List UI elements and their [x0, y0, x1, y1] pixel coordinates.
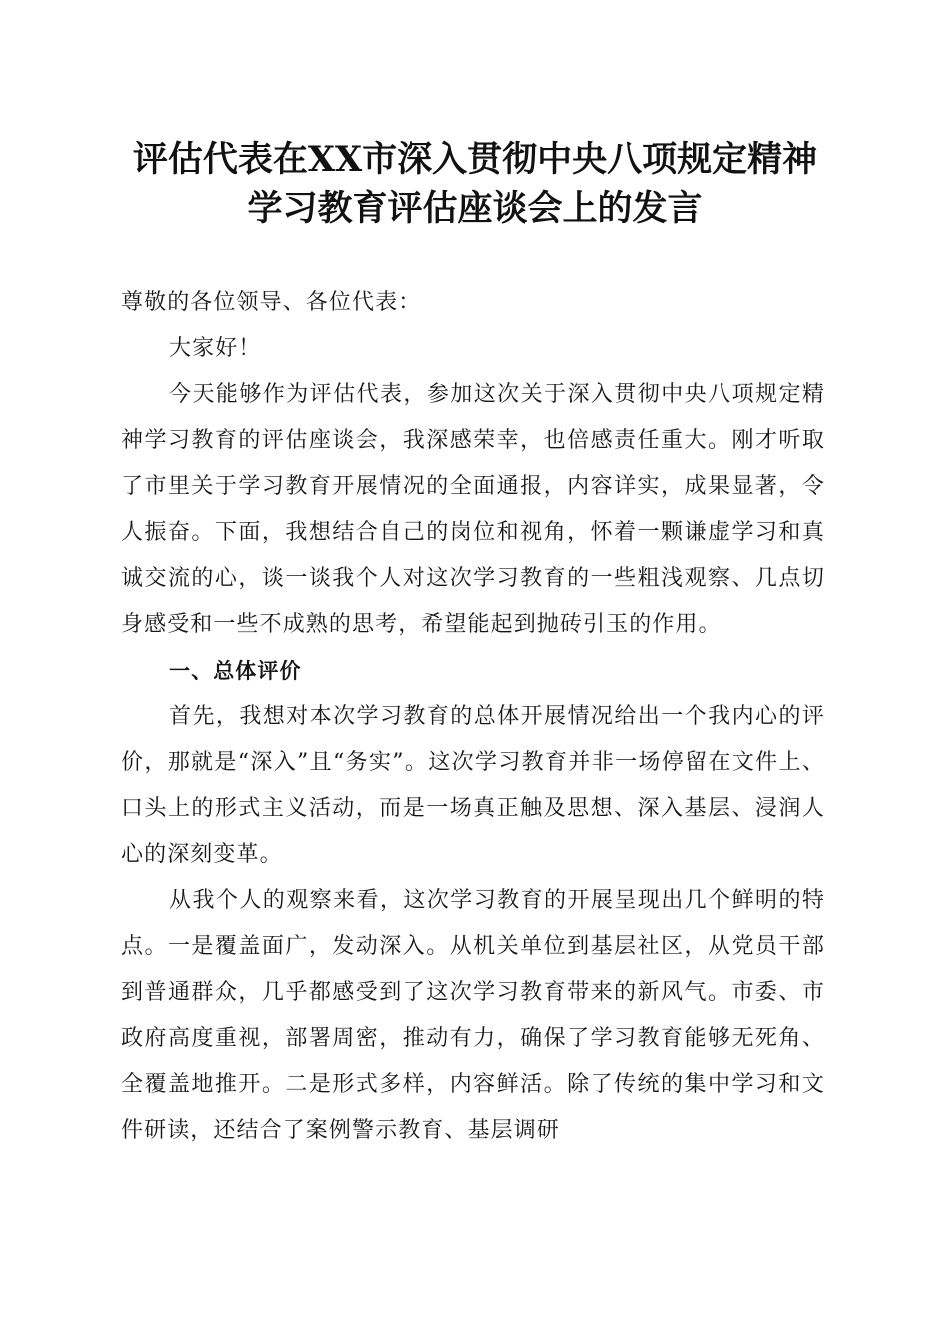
salutation: 尊敬的各位领导、各位代表： [121, 290, 422, 315]
section1-paragraph-1: 首先，我想对本次学习教育的总体开展情况给出一个我内心的评价，那就是“深入”且“务实”。这次学习教育并非一场停留在文件上、口头上的形式主义活动，而是一场真正触及思想、深入基层、浸润人心的深刻变革。 [121, 704, 825, 867]
greeting: 大家好！ [169, 336, 262, 361]
document-title [100, 135, 850, 233]
section1-paragraph-2: 从我个人的观察来看，这次学习教育的开展呈现出几个鲜明的特点。一是覆盖面广，发动深入。从机关单位到基层社区，从党员干部到普通群众，几乎都感受到了这次学习教育带来的新风气。市委、市政府高度重视，部署周密，推动有力，确保了学习教育能够无死角、全覆盖地推开。二是形式多样，内容鲜活。除了传统的集中学习和文件研读，还结合了案例警示教育、基层调研 [121, 888, 825, 1143]
title-line-1: 评估代表在XX市深入贯彻中央八项规定精神 [132, 139, 818, 180]
section-heading-overall-evaluation: 一、总体评价 [169, 659, 302, 683]
title-line-2: 学习教育评估座谈会上的发言 [247, 188, 703, 229]
intro-paragraph: 今天能够作为评估代表，参加这次关于深入贯彻中央八项规定精神学习教育的评估座谈会，我深感荣幸，也倍感责任重大。刚才听取了市里关于学习教育开展情况的全面通报，内容详实，成果显著，令人振奋。下面，我想结合自己的岗位和视角，怀着一颗谦虚学习和真诚交流的心，谈一谈我个人对这次学习教育的一些粗浅观察、几点切身感受和一些不成熟的思考，希望能起到抛砖引玉的作用。 [121, 382, 825, 637]
document-body [121, 280, 825, 1154]
